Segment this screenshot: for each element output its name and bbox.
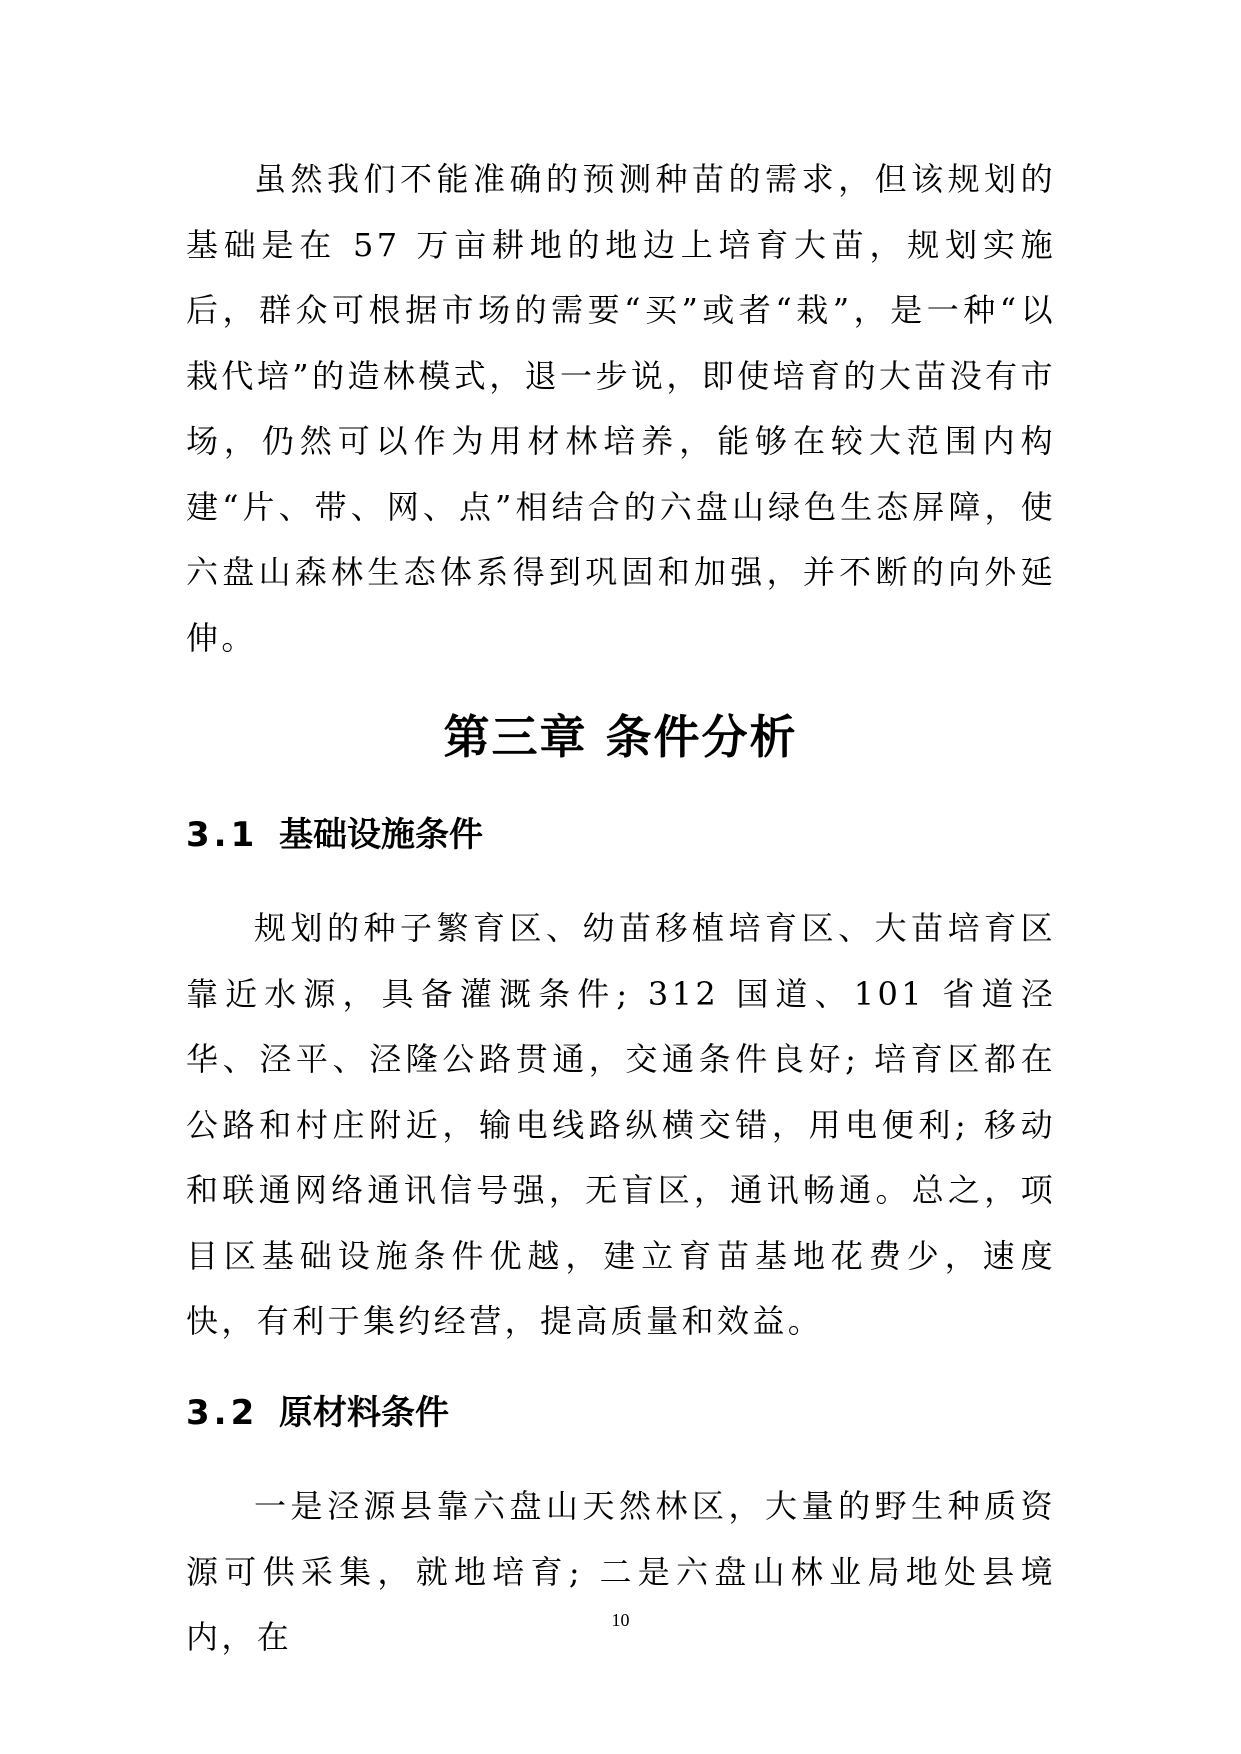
section-title: 基础设施条件 xyxy=(279,815,483,855)
section-heading-3-2 xyxy=(186,1390,449,1436)
chapter-title: 第三章 条件分析 xyxy=(443,710,798,764)
body-paragraph: 一是泾源县靠六盘山天然林区，大量的野生种质资源可供采集，就地培育; 二是六盘山林业局地处县境内，在 xyxy=(186,1487,1056,1656)
page-number: 10 xyxy=(611,1610,630,1630)
section-heading-3-1 xyxy=(186,812,483,858)
section-number: 3.1 xyxy=(186,815,259,855)
body-paragraph: 规划的种子繁育区、幼苗移植培育区、大苗培育区靠近水源，具备灌溉条件; 312 国道、101 省道泾华、泾平、泾隆公路贯通，交通条件良好; 培育区都在公路和村庄附近，输电线路纵横交错，用电便利; 移动和联通网络通讯信号强，无盲区，通讯畅通。总之，项目区基础设施条件优越，建立育苗基地花费少，速度快，有利于集约经营，提高质量和效益。 xyxy=(186,909,1056,1340)
body-paragraph: 虽然我们不能准确的预测种苗的需求，但该规划的基础是在 57 万亩耕地的地边上培育大苗，规划实施后，群众可根据市场的需要“买”或者“栽”，是一种“以栽代培”的造林模式，退一步说，即使培育的大苗没有市场，仍然可以作为用材林培养，能够在较大范围内构建“片、带、网、点”相结合的六盘山绿色生态屏障，使六盘山森林生态体系得到巩固和加强，并不断的向外延伸。 xyxy=(186,160,1056,657)
section-title: 原材料条件 xyxy=(279,1393,449,1433)
section-number: 3.2 xyxy=(186,1393,259,1433)
